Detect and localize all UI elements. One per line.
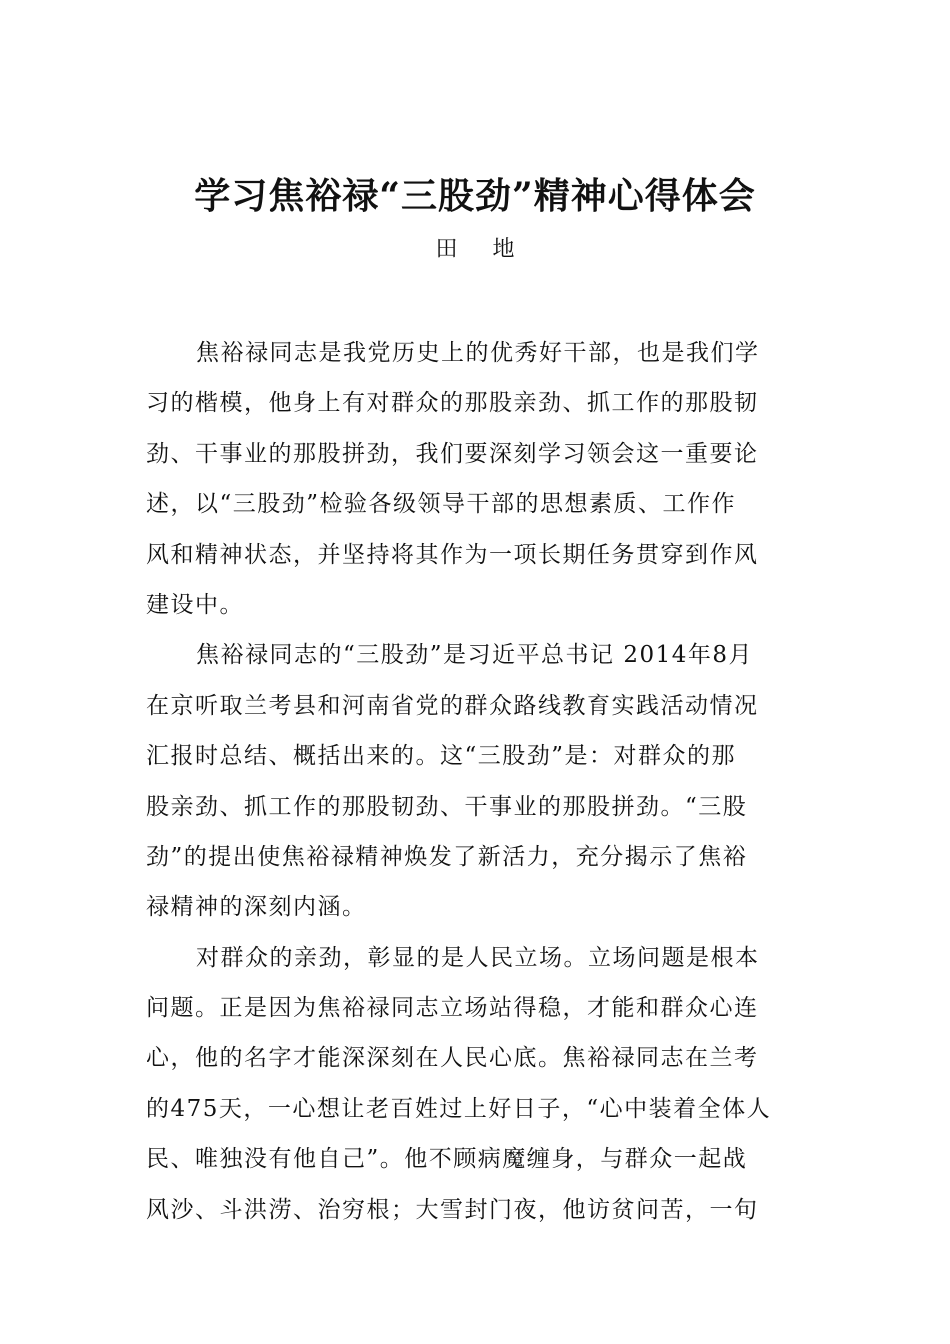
text-line: 在京听取兰考县和河南省党的群众路线教育实践活动情况 <box>146 692 759 719</box>
text-line: 的475天，一心想让老百姓过上好日子，“心中装着全体人 <box>146 1095 772 1122</box>
text-line: 对群众的亲劲，彰显的是人民立场。立场问题是根本 <box>196 944 760 971</box>
text-line: 习的楷模，他身上有对群众的那股亲劲、抓工作的那股韧 <box>146 390 759 417</box>
text-line: 问题。正是因为焦裕禄同志立场站得稳，才能和群众心连 <box>146 995 759 1022</box>
paragraph-2 <box>146 636 810 938</box>
paragraph-3 <box>146 939 810 1241</box>
text-line: 禄精神的深刻内涵。 <box>146 894 367 921</box>
text-line: 股亲劲、抓工作的那股韧劲、干事业的那股拼劲。“三股 <box>146 793 748 820</box>
text-line: 焦裕禄同志的“三股劲”是习近平总书记 2014年8月 <box>196 642 753 669</box>
text-line: 汇报时总结、概括出来的。这“三股劲”是：对群众的那 <box>146 743 737 770</box>
document-author: 田 地 <box>435 237 529 262</box>
text-line: 心，他的名字才能深深刻在人民心底。焦裕禄同志在兰考 <box>146 1045 759 1072</box>
text-line: 劲、干事业的那股拼劲，我们要深刻学习领会这一重要论 <box>146 440 759 467</box>
document-body <box>146 334 810 1241</box>
text-line: 劲”的提出使焦裕禄精神焕发了新活力，充分揭示了焦裕 <box>146 843 748 870</box>
document-title: 学习焦裕禄“三股劲”精神心得体会 <box>194 175 756 217</box>
text-line: 建设中。 <box>146 591 244 618</box>
text-line: 述，以“三股劲”检验各级领导干部的思想素质、工作作 <box>146 491 737 518</box>
paragraph-1 <box>146 334 810 636</box>
text-line: 风和精神状态，并坚持将其作为一项长期任务贯穿到作风 <box>146 541 759 568</box>
text-line: 民、唯独没有他自己”。他不顾病魔缠身，与群众一起战 <box>146 1146 748 1173</box>
text-line: 焦裕禄同志是我党历史上的优秀好干部，也是我们学 <box>196 340 760 366</box>
text-line: 风沙、斗洪涝、治穷根；大雪封门夜，他访贫问苦，一句 <box>146 1196 759 1223</box>
